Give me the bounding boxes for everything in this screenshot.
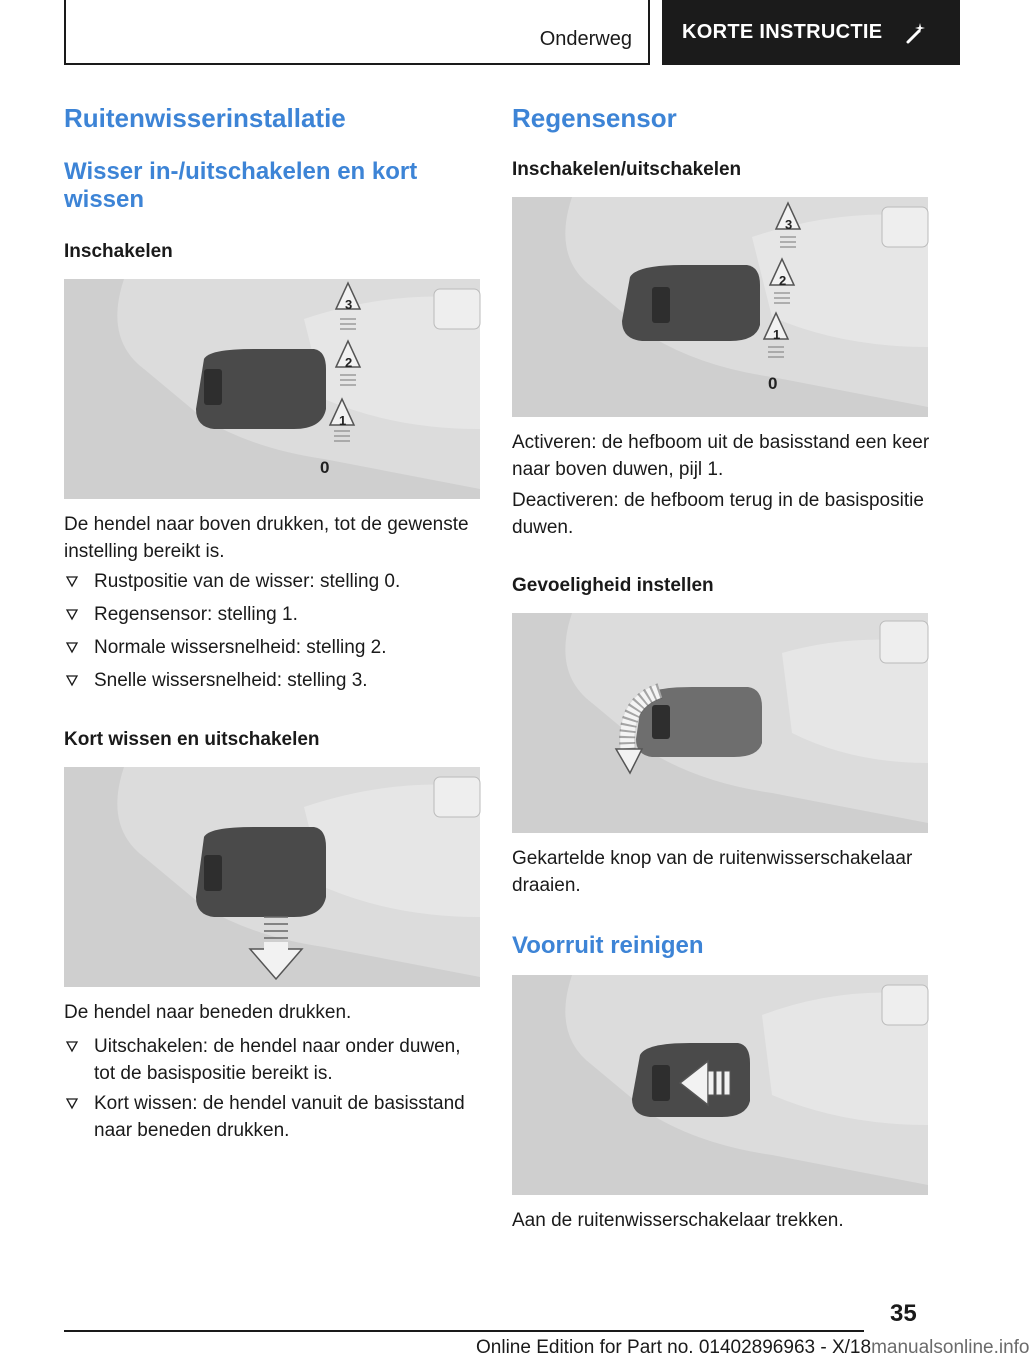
header-section-box [64,0,650,65]
list-item: Kort wissen: de hendel vanuit de basisstand naar beneden drukken. [64,1090,484,1144]
list-item: Regensensor: stelling 1. [64,601,484,628]
sensitivity-text: Gekartelde knop van de ruitenwisserschakelaar draaien. [512,848,913,896]
header-chapter-box [662,0,960,65]
footer-edition [476,1337,1030,1359]
figure-label: 2 [779,273,787,288]
triangle-bullet-icon [66,1098,78,1110]
figure-label: 3 [785,217,793,232]
triangle-bullet-icon [66,642,78,654]
triangle-bullet-icon [66,675,78,687]
washer-title: Voorruit reinigen [512,932,704,959]
rain-sensor-deactivate-text: Deactiveren: de hefboom terug in de basispositie duwen. [512,490,924,538]
figure-label: 2 [345,355,353,370]
figure-label: 1 [339,413,347,428]
short-wipe-text: De hendel naar beneden drukken. [64,1002,352,1023]
header-section: Onderweg [539,28,632,50]
footer-brand: manualsonline.info [871,1337,1030,1358]
switch-on-heading: Inschakelen [64,241,173,262]
triangle-bullet-icon [66,576,78,588]
triangle-bullet-icon [66,609,78,621]
rain-sensor-title: Regensensor [512,103,677,133]
washer-figure [512,975,928,1195]
switch-on-text: De hendel naar boven drukken, tot de gewenste instelling bereikt is. [64,514,469,562]
rain-sensor-figure [512,197,928,417]
magic-wand-icon [904,21,928,45]
figure-label: 3 [345,297,353,312]
washer-text: Aan de ruitenwisserschakelaar trekken. [512,1210,844,1231]
triangle-bullet-icon [66,1041,78,1053]
switch-on-figure [64,279,480,499]
figure-label: 1 [773,327,781,342]
rain-sensor-activate-text: Activeren: de hefboom uit de basisstand een keer naar boven duwen, pijl 1. [512,432,930,480]
sensitivity-heading: Gevoeligheid instellen [512,575,714,596]
page-title: Ruitenwisserinstallatie [64,103,346,133]
footer-divider [64,1330,864,1332]
list-item: Uitschakelen: de hendel naar onder duwen, tot de basispositie bereikt is. [64,1033,484,1087]
rain-sensor-heading: Inschakelen/uitschakelen [512,159,742,180]
short-wipe-figure [64,767,480,987]
header-chapter: KORTE INSTRUCTIE [682,21,883,43]
list-item: Rustpositie van de wisser: stelling 0. [64,568,484,595]
list-item: Snelle wissersnelheid: stelling 3. [64,667,484,694]
figure-label: 0 [320,458,330,477]
page-number: 35 [890,1300,917,1327]
figure-label: 0 [768,374,778,393]
sensitivity-figure [512,613,928,833]
section-subtitle: Wisser in-/uitschakelen en kort wissen [64,158,418,213]
list-item: Normale wissersnelheid: stelling 2. [64,634,484,661]
short-wipe-heading: Kort wissen en uitschakelen [64,729,320,750]
footer-edition-text: Online Edition for Part no. 01402896963 - X/18 [476,1337,872,1358]
